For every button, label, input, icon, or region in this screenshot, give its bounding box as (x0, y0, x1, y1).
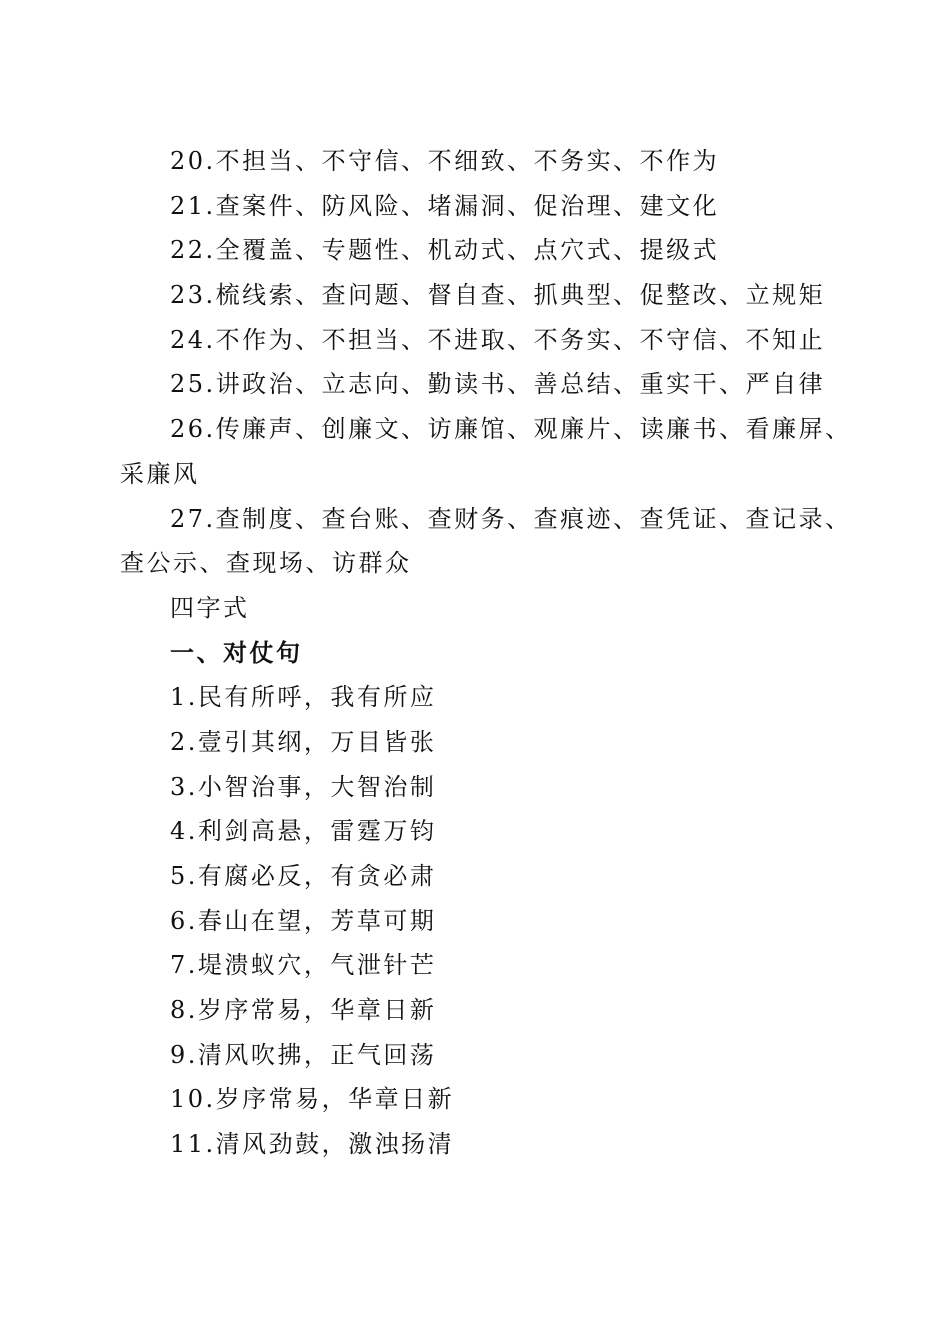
list-item-26-line1: 26.传廉声、创廉文、访廉馆、观廉片、读廉书、看廉屏、 (170, 415, 852, 444)
list-item: 6.春山在望，芳草可期 (170, 906, 437, 935)
list-item: 2.壹引其纲，万目皆张 (170, 727, 437, 756)
list-item: 10.岁序常易，华章日新 (170, 1085, 455, 1114)
list-item: 3.小智治事，大智治制 (170, 772, 437, 801)
list-item: 21.查案件、防风险、堵漏洞、促治理、建文化 (170, 191, 720, 220)
list-item: 23.梳线索、查问题、督自查、抓典型、促整改、立规矩 (170, 281, 826, 310)
list-item: 11.清风劲鼓，激浊扬清 (170, 1130, 455, 1159)
list-item-27-line2: 查公示、查现场、访群众 (120, 549, 412, 578)
subtitle-four-character: 四字式 (170, 593, 250, 622)
list-item: 20.不担当、不守信、不细致、不务实、不作为 (170, 147, 720, 175)
list-item: 5.有腐必反，有贪必肃 (170, 862, 437, 890)
list-item-26-line2: 采廉风 (120, 459, 200, 488)
section-heading: 一、对仗句 (170, 638, 303, 667)
list-item: 9.清风吹拂，正气回荡 (170, 1040, 437, 1069)
document-body (120, 139, 852, 1167)
list-item: 7.堤溃蚁穴，气泄针芒 (170, 951, 437, 980)
list-item: 1.民有所呼，我有所应 (170, 683, 437, 712)
list-item: 22.全覆盖、专题性、机动式、点穴式、提级式 (170, 236, 720, 265)
list-item: 4.利剑高悬，雷霆万钧 (170, 817, 437, 846)
list-item: 25.讲政治、立志向、勤读书、善总结、重实干、严自律 (170, 370, 826, 399)
list-item-27-line1: 27.查制度、查台账、查财务、查痕迹、查凭证、查记录、 (170, 504, 852, 533)
list-item: 8.岁序常易，华章日新 (170, 996, 437, 1025)
list-item: 24.不作为、不担当、不进取、不务实、不守信、不知止 (170, 325, 826, 354)
